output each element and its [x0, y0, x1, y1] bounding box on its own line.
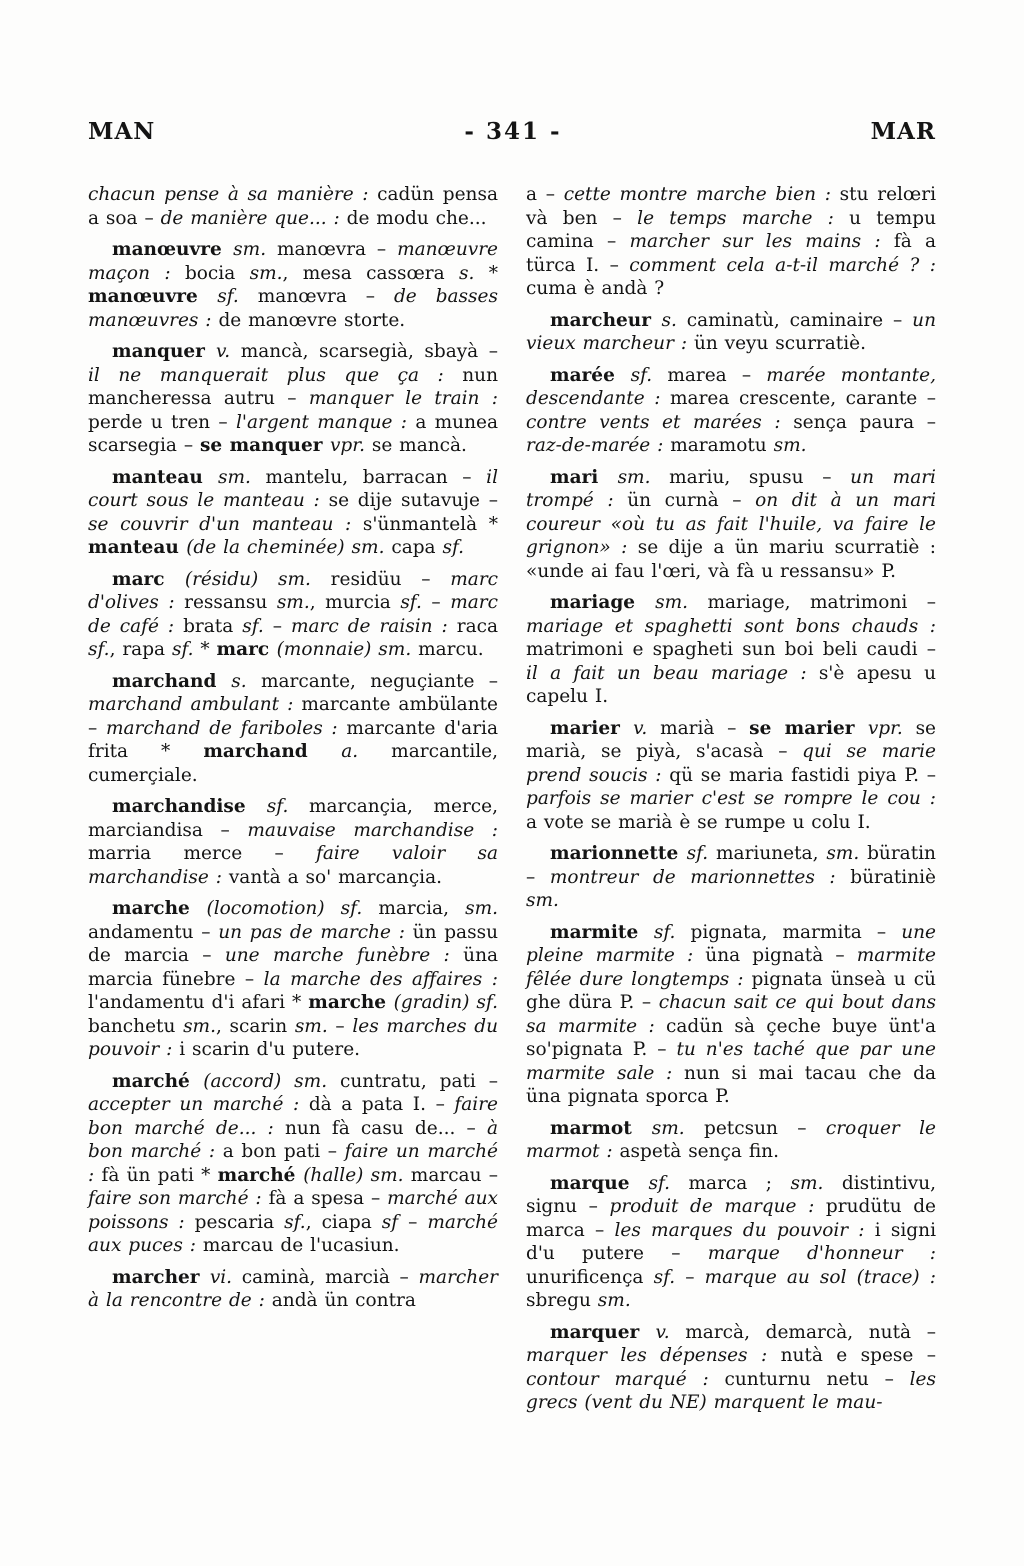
italic-text: sm. [294, 1015, 336, 1037]
translation-text: banchetu [88, 1015, 184, 1037]
italic-text: les marques du pouvoir : [614, 1219, 875, 1241]
translation-text: a vote se marià è se rumpe u colu I. [526, 811, 871, 833]
translation-text: marcu. [418, 639, 484, 660]
translation-text: marcante, neguçiante – [260, 670, 498, 692]
translation-text: fà a türca I. – [526, 231, 936, 276]
italic-text: un mari trompé : [526, 466, 936, 511]
translation-text: a munea scarsegia – [88, 411, 498, 456]
dictionary-entry [88, 1070, 498, 1258]
italic-text: comment cela a-t-il marché ? : [629, 254, 936, 276]
dictionary-entry [526, 309, 936, 356]
translation-text: se dije sutavuje – [328, 490, 498, 511]
translation-text: ün curnà – [627, 490, 756, 511]
dictionary-entry [88, 568, 498, 662]
italic-text: s. [459, 262, 489, 284]
headword: manteau [88, 537, 187, 558]
translation-text: büratiniè [850, 866, 936, 888]
translation-text: stu relœri và ben – [526, 184, 936, 229]
italic-text: sf. [171, 639, 201, 660]
translation-text: , murcia [309, 592, 401, 613]
headword: marche [112, 898, 207, 919]
italic-text: montreur de marionnettes : [549, 866, 851, 888]
translation-text: perde u tren – [88, 411, 236, 433]
italic-text: sm. [276, 592, 310, 613]
translation-text: cadün pensa a soa – [88, 184, 498, 229]
italic-text: marmite fêlée dure longtemps : [526, 945, 936, 990]
translation-text: marcia, [378, 898, 466, 919]
translation-text: üna pignatà – [705, 945, 857, 966]
headword: manquer [112, 341, 217, 362]
italic-text: sm. [233, 239, 277, 260]
italic-text: s. [661, 309, 687, 331]
italic-text: vpr. [867, 717, 916, 739]
headword: marcher [112, 1266, 210, 1288]
column-right [526, 183, 936, 1423]
translation-text: vantà a so' marcançia. [228, 866, 443, 888]
page-number: - 341 - [464, 118, 562, 145]
translation-text: nutà e spese – [780, 1345, 936, 1366]
translation-text: marcau – [410, 1164, 498, 1186]
italic-text: marque au sol (trace) : [704, 1266, 936, 1288]
translation-text: i scarin d'u putere. [179, 1039, 361, 1060]
italic-text: sm. [826, 843, 868, 864]
translation-text: aspetà sença fin. [619, 1141, 779, 1162]
headword: marchandise [112, 796, 267, 817]
translation-text: mariu, spusu – [669, 466, 851, 488]
italic-text: un vieux marcheur : [526, 309, 936, 354]
translation-text: andà ün contra [271, 1290, 416, 1311]
translation-text: – [431, 592, 451, 613]
dictionary-entry [526, 591, 936, 709]
headword: marque [550, 1172, 649, 1194]
italic-text: chacun pense à sa manière : [88, 184, 378, 205]
headword: marée [550, 364, 631, 386]
italic-text: sf. [648, 1172, 689, 1194]
italic-text: vi. [209, 1266, 242, 1288]
translation-text: büratin – [526, 843, 936, 888]
headword: marche [308, 992, 394, 1013]
headword: se marier [749, 717, 868, 739]
translation-text: marcançia, merce, marciandisa – [88, 796, 498, 841]
italic-text: v. [655, 1321, 686, 1343]
italic-text: (locomotion) sf. [206, 898, 379, 919]
translation-text: manœvra – [276, 239, 398, 260]
translation-text: bocia [184, 262, 250, 284]
translation-text: üna marcia fünebre – [88, 945, 499, 990]
italic-text: sm. [249, 262, 283, 284]
translation-text: brata [183, 615, 243, 637]
italic-text: sm. [465, 898, 498, 919]
headword: mariage [550, 592, 656, 613]
italic-text: sm. [597, 1290, 631, 1311]
headword: marier [550, 717, 634, 739]
italic-text: manœuvre maçon : [88, 239, 498, 284]
dictionary-entry [526, 842, 936, 913]
translation-text: , scarin [215, 1015, 295, 1037]
italic-text: marc de raisin : [290, 615, 457, 637]
translation-text: capa [391, 537, 443, 558]
translation-text: fà a spesa – [268, 1188, 388, 1209]
italic-text: sm. [655, 592, 708, 613]
italic-text: sm. [617, 466, 670, 488]
italic-text: marée montante, descendante : [526, 364, 936, 409]
italic-text: une marche funèbre : [224, 945, 464, 966]
italic-text: (résidu) sm. [184, 568, 331, 590]
headword: marchand [112, 670, 232, 692]
headword: marquer [550, 1321, 656, 1343]
italic-text: (gradin) sf. [393, 992, 498, 1013]
translation-text: ün passu de marcia – [88, 921, 498, 966]
italic-text: il ne manquerait plus que ça : [88, 364, 463, 386]
text-columns [88, 183, 936, 1423]
dictionary-entry [526, 1321, 936, 1415]
italic-text: sm. [183, 1015, 216, 1037]
translation-text: marea – [667, 364, 767, 386]
translation-text: – [685, 1266, 705, 1288]
headword: manœuvre [112, 239, 234, 260]
translation-text: petcsun – [703, 1117, 826, 1139]
translation-text: de modu che... [346, 207, 487, 229]
translation-text: mariuneta, [716, 843, 827, 864]
dictionary-entry [88, 466, 498, 560]
italic-text: une pleine marmite : [526, 921, 936, 966]
translation-text: * [488, 262, 498, 284]
italic-text: sf. [242, 615, 273, 637]
italic-text: marché aux puces : [88, 1211, 498, 1256]
translation-text: marea crescente, carante – [670, 388, 936, 409]
italic-text: tu n'es taché que par une marmite sale : [526, 1039, 936, 1084]
italic-text: croquer le marmot : [526, 1117, 936, 1162]
italic-text: s. [231, 670, 261, 692]
italic-text: il a fait un beau mariage : [526, 662, 819, 684]
translation-text: s'è apesu u capelu I. [526, 662, 936, 707]
italic-text: faire un marché : [88, 1141, 498, 1186]
running-head [88, 120, 936, 143]
italic-text: parfois se marier c'est se rompre le cou : [526, 788, 936, 809]
translation-text: nun mancheressa autru – [88, 364, 498, 409]
translation-text: cunturnu netu – [724, 1368, 910, 1390]
dictionary-entry [526, 364, 936, 458]
italic-text: sf. [217, 286, 258, 307]
translation-text: s'ünmantelà * [362, 513, 498, 535]
dictionary-entry [88, 670, 498, 788]
translation-text: marca ; [688, 1172, 791, 1194]
translation-text: , ciapa [305, 1211, 382, 1233]
translation-text: nun fà casu de... – [284, 1117, 487, 1139]
italic-text: se couvrir d'un manteau : [88, 513, 363, 535]
column-left [88, 183, 498, 1423]
translation-text: se dije a ün mariu scurratiè : «unde ai fau l'œri, và fà u ressansu» P. [526, 537, 936, 582]
italic-text: marchand ambulant : [88, 694, 302, 715]
translation-text: pignata, marmita – [690, 921, 902, 943]
guide-word-left: MAN [88, 118, 156, 145]
translation-text: distintivu, signu – [526, 1172, 936, 1217]
translation-text: , mesa cassœra [282, 262, 460, 284]
italic-text: sf [381, 1211, 409, 1233]
italic-text: il court sous le manteau : [88, 466, 498, 511]
italic-text: sf. [88, 639, 110, 660]
translation-text: prudütu de marca – [526, 1196, 936, 1241]
translation-text: marcante ambülante – [88, 694, 498, 739]
translation-text: i signi d'u putere – [526, 1219, 936, 1264]
italic-text: sf. [653, 1266, 686, 1288]
italic-text: l'argent manque : [235, 411, 416, 433]
translation-text: caminà, marcià – [241, 1266, 419, 1288]
translation-text: u tempu camina – [526, 207, 936, 252]
italic-text: de basses manœuvres : [88, 286, 498, 331]
italic-text: produit de marque : [609, 1196, 826, 1217]
translation-text: ressansu [184, 592, 277, 613]
translation-text: cadün sà çeche buye ünt'a so'pignata P. – [526, 1015, 936, 1060]
translation-text: marria merce – [88, 843, 316, 864]
headword: manteau [112, 466, 218, 488]
translation-text: de manœvre storte. [218, 309, 406, 331]
dictionary-entry [88, 1266, 498, 1313]
italic-text: mariage et spaghetti sont bons chauds : [526, 615, 936, 637]
italic-text: qui se marie prend soucis : [526, 741, 936, 786]
italic-text: de manière que... : [160, 207, 347, 229]
italic-text: sf. [442, 537, 465, 558]
italic-text: faire bon marché de... : [88, 1094, 498, 1139]
headword: marc [216, 639, 277, 660]
italic-text: chacun sait ce qui bout dans sa marmite : [526, 992, 936, 1037]
italic-text: raz-de-marée : [526, 435, 671, 456]
italic-text: sf. [400, 592, 432, 613]
dictionary-entry [526, 921, 936, 1109]
italic-text: un pas de marche : [218, 921, 413, 943]
italic-text: à bon marché : [88, 1117, 498, 1162]
translation-text: andamentu – [88, 921, 219, 943]
italic-text: marcher à la rencontre de : [88, 1266, 498, 1311]
translation-text: – [272, 615, 291, 637]
translation-text: cuma è andà ? [526, 278, 665, 299]
headword: marmot [550, 1117, 652, 1139]
italic-text: marque d'honneur : [707, 1243, 936, 1264]
translation-text: matrimoni e spagheti sun boi beli caudi – [526, 639, 936, 660]
translation-text: unurificença [526, 1266, 654, 1288]
italic-text: marché aux poissons : [88, 1188, 498, 1233]
italic-text: marquer les dépenses : [526, 1345, 781, 1366]
italic-text: a. [341, 741, 392, 762]
headword: marché [217, 1164, 304, 1186]
italic-text: contour marqué : [526, 1368, 725, 1390]
headword: se manquer [199, 435, 330, 456]
dictionary-entry [88, 238, 498, 332]
translation-text: sbregu [526, 1290, 598, 1311]
headword: marionnette [550, 843, 687, 864]
translation-text: marcà, demarcà, nutà – [685, 1321, 936, 1343]
dictionary-entry [526, 1172, 936, 1313]
translation-text: mancà, scarsegià, sbayà – [240, 341, 498, 362]
dictionary-entry [526, 1117, 936, 1164]
translation-text: l'andamentu d'i afari * [88, 992, 309, 1013]
translation-text: manœvra – [257, 286, 394, 307]
translation-text: – [335, 1015, 353, 1037]
italic-text: marc d'olives : [88, 568, 499, 613]
headword: marmite [550, 921, 654, 943]
italic-text: marchand de fariboles : [105, 717, 347, 739]
italic-text: v. [633, 717, 661, 739]
italic-text: mauvaise marchandise : [247, 819, 498, 841]
headword: marché [112, 1070, 204, 1092]
italic-text: marc de café : [88, 592, 498, 637]
headword: marchand [203, 741, 342, 762]
translation-text: cuntratu, pati – [340, 1070, 498, 1092]
translation-text: dà a pata I. – [308, 1094, 455, 1115]
italic-text: sm. [526, 890, 559, 911]
italic-text: (monnaie) sm. [276, 639, 419, 660]
italic-text: cette montre marche bien : [563, 184, 840, 205]
italic-text: sm. [217, 466, 266, 488]
translation-text: raca [456, 615, 498, 637]
italic-text: la marche des affaires : [263, 968, 499, 990]
italic-text: sf. [686, 843, 717, 864]
italic-text: sf. [653, 921, 691, 943]
headword: marc [112, 568, 185, 590]
italic-text: sf. [266, 796, 309, 817]
translation-text: – [408, 1211, 428, 1233]
dictionary-entry [526, 717, 936, 835]
headword: manœuvre [88, 286, 218, 307]
translation-text: marcantile, cumerçiale. [88, 741, 498, 786]
dictionary-entry [88, 340, 498, 458]
translation-text: se marià, se piyà, s'acasà – [526, 717, 937, 762]
italic-text: accepter un marché : [88, 1094, 309, 1115]
translation-text: residüu – [330, 568, 451, 590]
italic-text: les marches du pouvoir : [88, 1015, 499, 1060]
italic-text: marcher sur les mains : [629, 231, 894, 252]
headword: marcheur [550, 309, 662, 331]
translation-text: marià – [660, 717, 750, 739]
translation-text: maramotu [670, 435, 774, 456]
translation-text: pignata ünseà u cü ghe düra P. – [526, 968, 936, 1013]
translation-text: a – [526, 184, 564, 205]
translation-text: fà ün pati * [101, 1164, 218, 1186]
italic-text: (accord) sm. [203, 1070, 340, 1092]
italic-text: sm. [773, 435, 807, 456]
italic-text: faire son marché : [88, 1188, 269, 1209]
dictionary-entry [88, 183, 498, 230]
guide-word-right: MAR [870, 118, 936, 145]
translation-text: caminatù, caminaire – [686, 309, 913, 331]
translation-text: mariage, matrimoni – [707, 592, 936, 613]
italic-text: v. [216, 341, 241, 362]
dictionary-entry [88, 897, 498, 1062]
translation-text: nun si mai tacau che da üna pignata sporca P. [526, 1062, 936, 1107]
italic-text: les grecs (vent du NE) marquent le mau- [526, 1368, 936, 1413]
italic-text: contre vents et marées : [526, 411, 794, 433]
translation-text: se mancà. [371, 435, 467, 456]
dictionary-entry [526, 183, 936, 301]
dictionary-entry [526, 466, 936, 584]
italic-text: sf. [284, 1211, 306, 1233]
italic-text: sm. [651, 1117, 704, 1139]
headword: mari [550, 466, 618, 488]
italic-text: vpr. [329, 435, 372, 456]
translation-text: , rapa [109, 639, 172, 660]
italic-text: (halle) sm. [303, 1164, 411, 1186]
italic-text: le temps marche : [637, 207, 850, 229]
translation-text: ün veyu scurratiè. [693, 333, 866, 354]
translation-text: mantelu, barracan – [265, 466, 487, 488]
italic-text: (de la cheminée) sm. [186, 537, 392, 558]
italic-text: on dit à un mari coureur «où tu as fait l'huile, va faire le grignon» : [526, 490, 936, 558]
italic-text: sm. [790, 1172, 842, 1194]
italic-text: manquer le train : [308, 388, 498, 409]
translation-text: pescaria [194, 1211, 285, 1233]
translation-text: marcante d'aria frita * [88, 717, 498, 762]
italic-text: faire valoir sa marchandise : [88, 843, 498, 888]
dictionary-entry [88, 795, 498, 889]
translation-text: qü se maria fastidi piya P. – [669, 764, 936, 786]
italic-text: sf. [630, 364, 668, 386]
translation-text: marcau de l'ucasiun. [202, 1235, 400, 1256]
translation-text: sença paura – [793, 411, 936, 433]
translation-text: a bon pati – [222, 1141, 345, 1162]
translation-text: * [200, 639, 217, 660]
